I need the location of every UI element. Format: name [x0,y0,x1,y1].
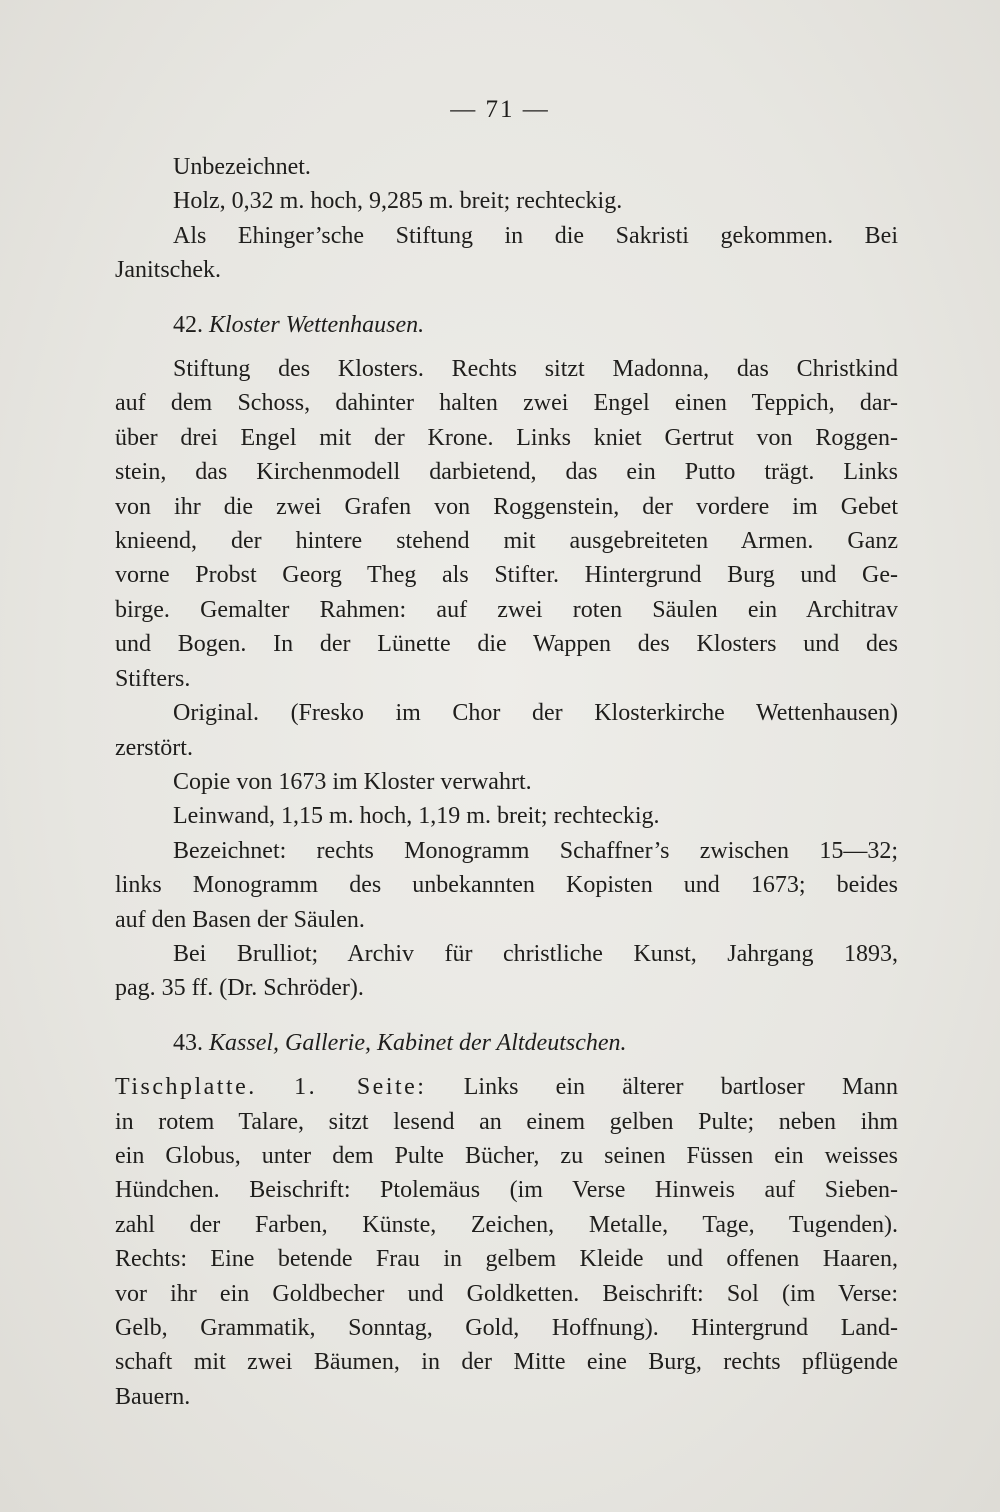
tischplatte-side: 1. Seite: [294,1074,427,1101]
text-line: Leinwand, 1,15 m. hoch, 1,19 m. breit; rechteckig. [173,803,660,830]
text-line: Rechts: Eine betende Frau in gelbem Kleide und offenen Haaren, [115,1246,898,1273]
entry-title: Kassel, Gallerie, Kabinet der Altdeutschen. [209,1029,627,1056]
text-line: links Monogramm des unbekannten Kopisten und 1673; beides [115,872,898,899]
text-line: knieend, der hintere stehend mit ausgebreiteten Armen. Ganz [115,528,898,555]
text-line: Unbezeichnet. [173,154,311,180]
tischplatte-rest: Links ein älterer bartloser Mann [463,1074,899,1101]
text-line: Bauern. [115,1383,191,1410]
text-line: auf den Basen der Säulen. [115,906,365,933]
text-line: Bezeichnet: rechts Monogramm Schaffner’s zwischen 15—32; [173,837,898,864]
text-line: vor ihr ein Goldbecher und Goldketten. Beischrift: Sol (im Verse: [115,1280,898,1307]
text-line: von ihr die zwei Grafen von Roggenstein, der vordere im Gebet [115,493,898,520]
text-line: birge. Gemalter Rahmen: auf zwei roten Säulen ein Architrav [115,596,898,623]
text-line: Janitschek. [115,257,221,284]
text-line: über drei Engel mit der Krone. Links kniet Gertrut von Roggen- [115,424,898,451]
text-line: Stifters. [115,665,191,692]
text-line: Stiftung des Klosters. Rechts sitzt Madonna, das Christkind [173,356,898,383]
text-line: stein, das Kirchenmodell darbietend, das ein Putto trägt. Links [115,459,898,486]
text-line: Hündchen. Beischrift: Ptolemäus (im Verse Hinweis auf Sieben- [115,1177,898,1204]
text-line: Copie von 1673 im Kloster verwahrt. [173,768,532,795]
entry-heading-43 [115,1026,898,1060]
text-line-tischplatte [115,1070,898,1104]
text-line: Bei Brulliot; Archiv für christliche Kunst, Jahrgang 1893, [173,940,898,967]
text-line: in rotem Talare, sitzt lesend an einem gelben Pulte; neben ihm [115,1108,898,1135]
text-line: pag. 35 ff. (Dr. Schröder). [115,975,364,1002]
text-line: und Bogen. In der Lünette die Wappen des Klosters und des [115,631,898,658]
text-line: zahl der Farben, Künste, Zeichen, Metalle, Tage, Tugenden). [115,1211,898,1238]
text-line: Gelb, Grammatik, Sonntag, Gold, Hoffnung). Hintergrund Land- [115,1315,898,1341]
entry-heading-42 [115,308,898,342]
entry-number: 42. [173,311,203,338]
text-line: auf dem Schoss, dahinter halten zwei Engel einen Teppich, dar- [115,390,898,417]
entry-title: Kloster Wettenhausen. [209,311,425,338]
body-text [115,150,898,1414]
tischplatte-label: Tischplatte. [115,1074,257,1101]
page-number: — 71 — [450,96,550,123]
text-line: schaft mit zwei Bäumen, in der Mitte eine Burg, rechts pflügende [115,1349,898,1376]
text-line: Holz, 0,32 m. hoch, 9,285 m. breit; rechteckig. [173,188,623,215]
text-line: Als Ehinger’sche Stiftung in die Sakristi gekommen. Bei [173,222,898,249]
text-line: Original. (Fresko im Chor der Klosterkirche Wettenhausen) [173,700,898,727]
text-line: zerstört. [115,734,193,761]
entry-number: 43. [173,1029,203,1056]
text-line: vorne Probst Georg Theg als Stifter. Hintergrund Burg und Ge- [115,562,898,589]
text-line: ein Globus, unter dem Pulte Bücher, zu seinen Füssen ein weisses [115,1142,898,1169]
